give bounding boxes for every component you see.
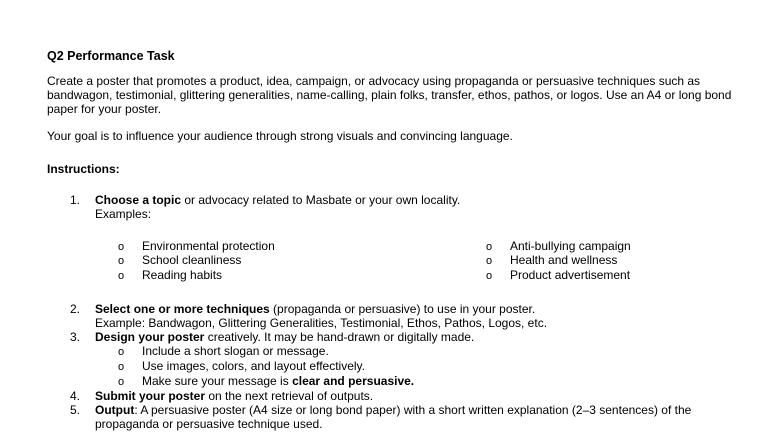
design-tip (142, 374, 414, 388)
step-1-examples-label: Examples: (95, 207, 152, 221)
bullet-icon: o (118, 270, 125, 282)
step-4-rest: on the next retrieval of outputs. (205, 389, 374, 403)
bullet-icon: o (118, 346, 125, 358)
example-item: Reading habits (142, 268, 223, 282)
step-2-bold: Select one or more techniques (95, 302, 270, 316)
step-number: 2. (69, 302, 80, 316)
example-item: Anti-bullying campaign (510, 239, 631, 253)
step-number: 5. (69, 403, 80, 417)
design-tip: Use images, colors, and layout effectively. (142, 359, 365, 373)
design-tip-bold: clear and persuasive. (292, 374, 415, 388)
step-number: 1. (69, 193, 80, 207)
step-3-rest: creatively. It may be hand-drawn or digitally made. (204, 330, 475, 344)
bullet-icon: o (486, 241, 493, 253)
step-1-text (95, 193, 460, 207)
design-tip: Include a short slogan or message. (142, 344, 329, 358)
example-item: Product advertisement (510, 268, 631, 282)
step-4-bold: Submit your poster (95, 389, 206, 403)
step-2-rest: (propaganda or persuasive) to use in your poster. (269, 302, 536, 316)
step-number: 3. (69, 330, 80, 344)
bullet-icon: o (486, 270, 493, 282)
step-2-text (95, 302, 535, 316)
instructions-heading: Instructions: (47, 162, 120, 176)
step-5-rest: : A persuasive poster (A4 size or long bond paper) with a short written explanation (2–3 sentences) of the (134, 403, 692, 417)
bullet-icon: o (118, 361, 125, 373)
step-number: 4. (69, 389, 80, 403)
step-3-bold: Design your poster (95, 330, 205, 344)
bullet-icon: o (118, 376, 125, 388)
bullet-icon: o (118, 255, 125, 267)
step-5-continuation: propaganda or persuasive technique used. (95, 417, 323, 431)
goal-paragraph: Your goal is to influence your audience through strong visuals and convincing language. (47, 129, 513, 143)
step-2-example: Example: Bandwagon, Glittering Generalities, Testimonial, Ethos, Pathos, Logos, etc. (95, 316, 548, 330)
example-item: Environmental protection (142, 239, 275, 253)
step-5-text (95, 403, 691, 417)
step-1-bold: Choose a topic (95, 193, 182, 207)
step-1-rest: or advocacy related to Masbate or your own locality. (181, 193, 461, 207)
step-4-text (95, 389, 373, 403)
step-5-bold: Output (95, 403, 135, 417)
document-title: Q2 Performance Task (47, 49, 175, 63)
bullet-icon: o (118, 241, 125, 253)
bullet-icon: o (486, 255, 493, 267)
example-item: School cleanliness (142, 253, 242, 267)
intro-paragraph: Create a poster that promotes a product, idea, campaign, or advocacy using propaganda or persuasive techniques such as bandwagon, testimonial, glittering generalities, name-calling, plain folks, transfer, ethos, pathos, or logos. Use an A4 or long bond paper for your poster. (47, 74, 732, 116)
design-tip-text: Make sure your message is (142, 374, 293, 388)
step-3-text (95, 330, 474, 344)
example-item: Health and wellness (510, 253, 618, 267)
